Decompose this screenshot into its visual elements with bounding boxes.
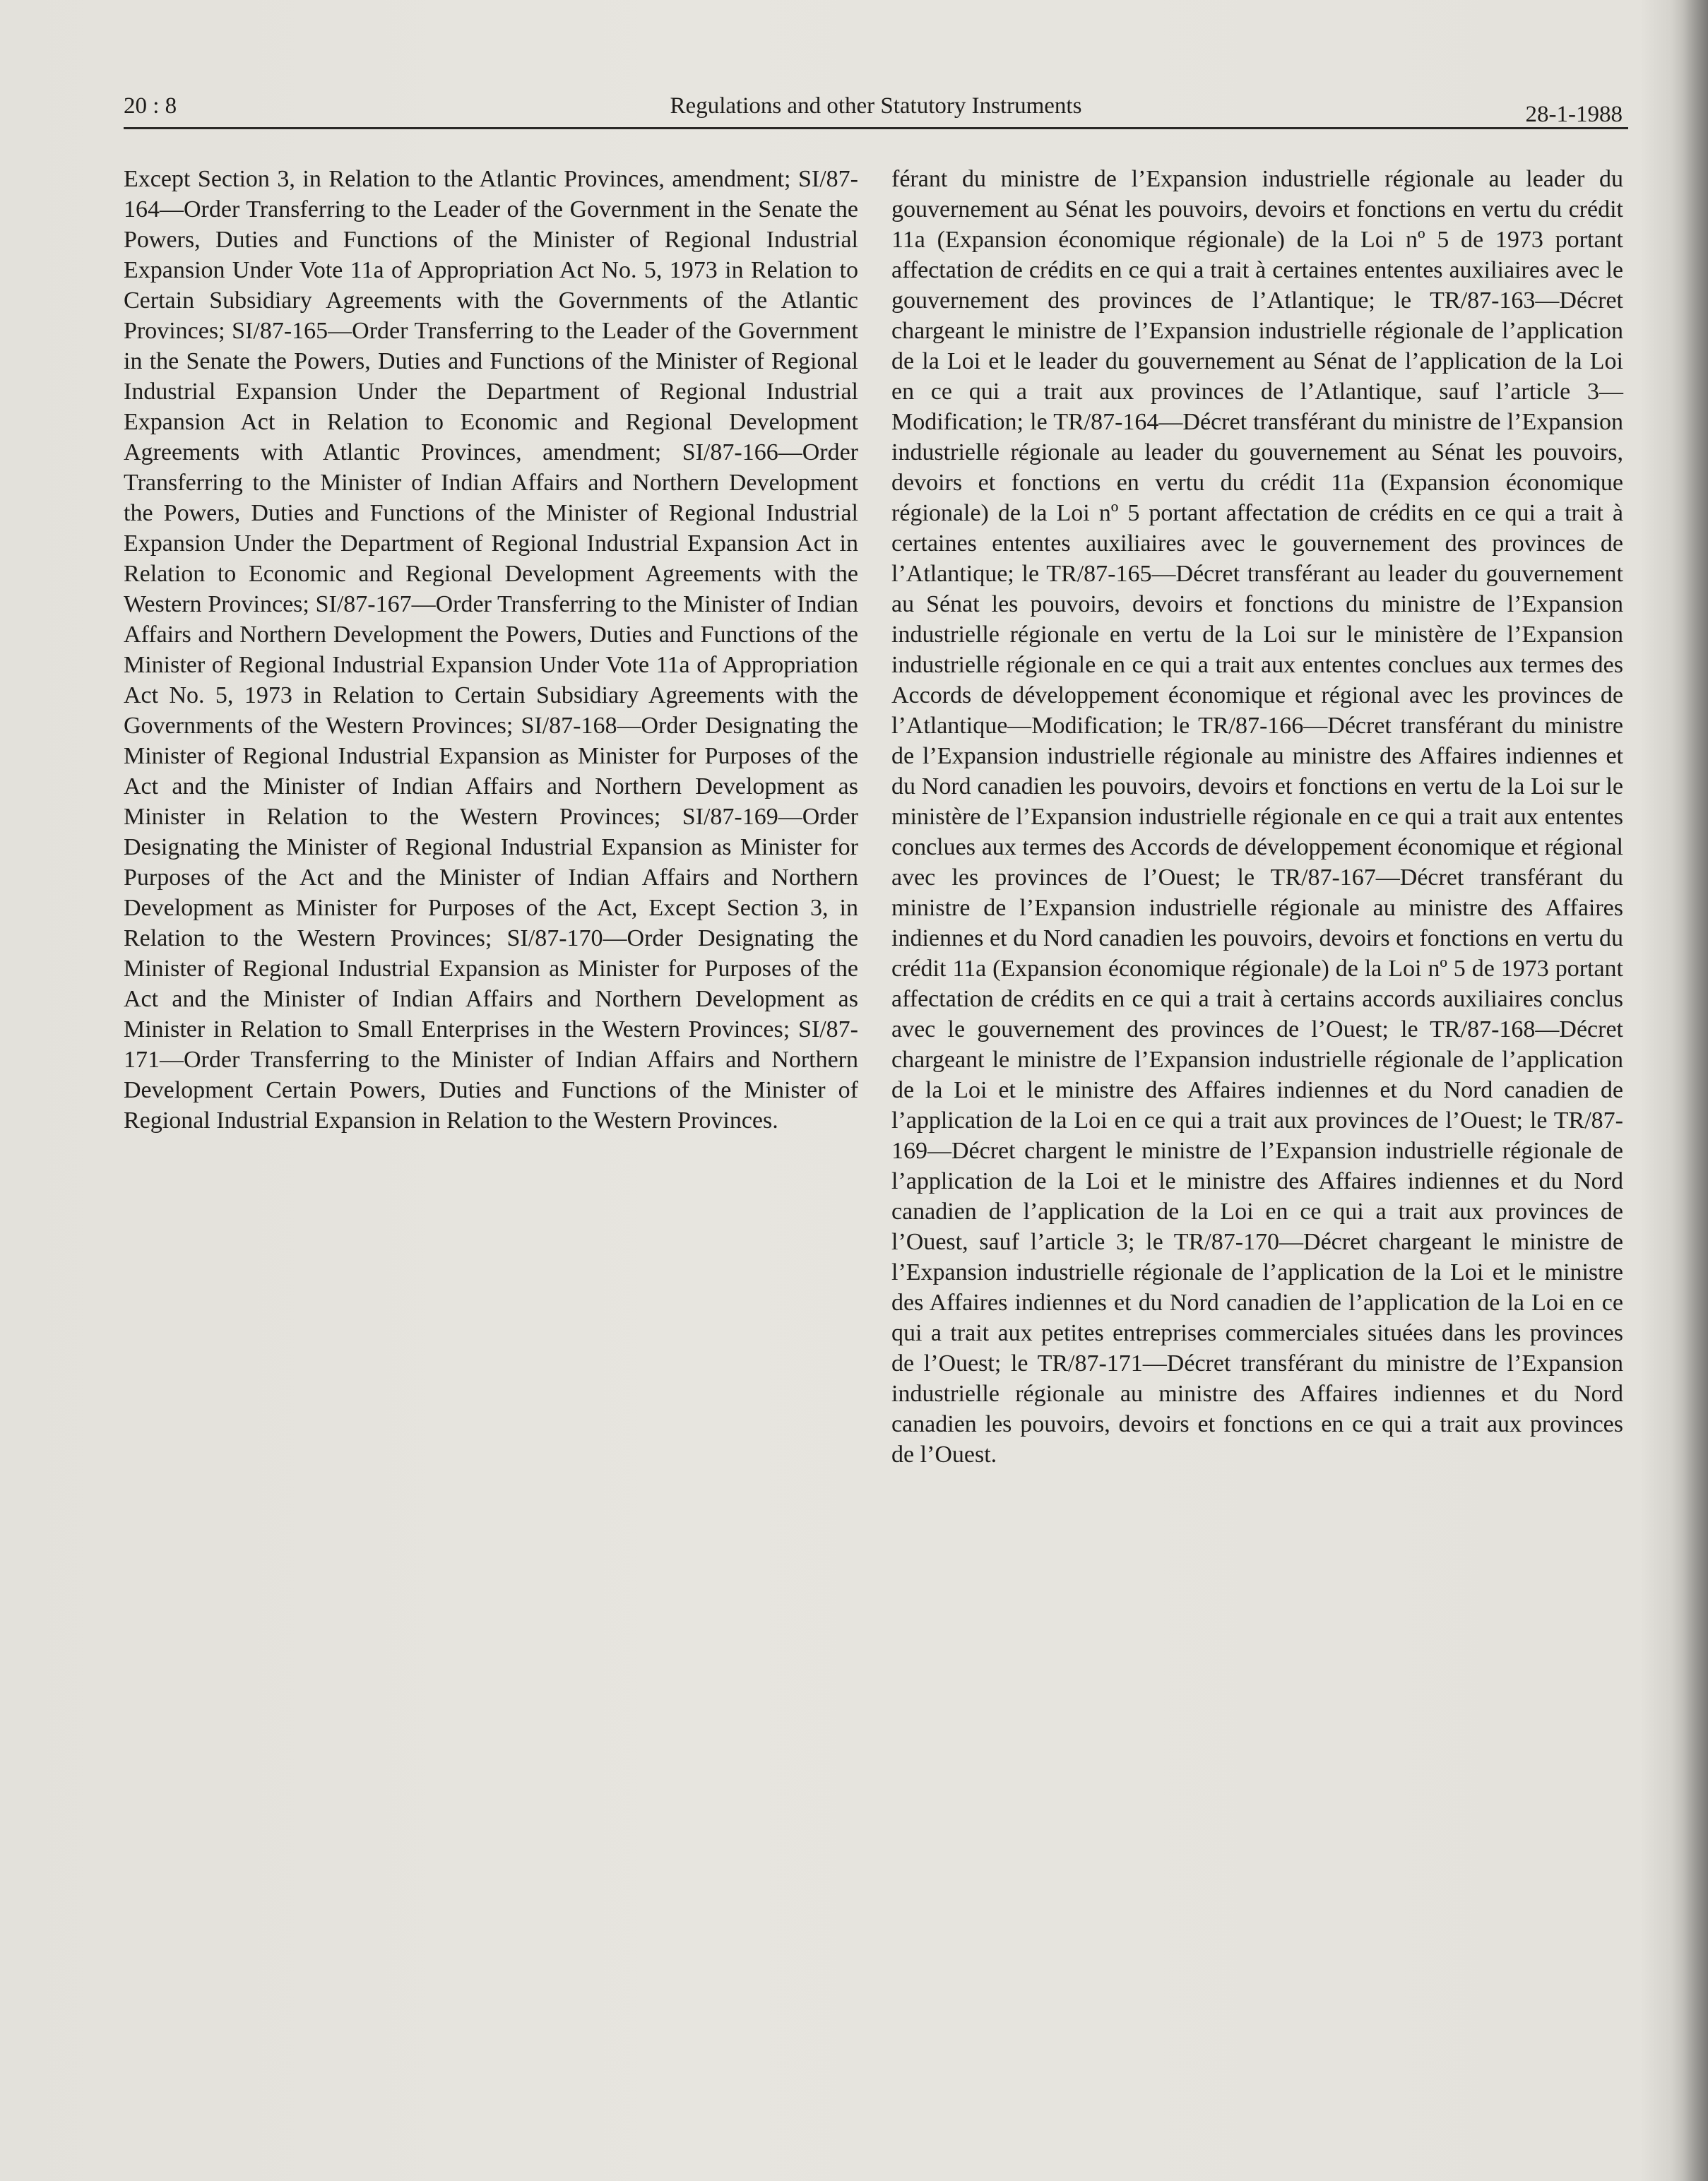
issue-date: 28-1-1988 <box>1525 102 1623 127</box>
english-column: Except Section 3, in Relation to the Atlantic Provinces, amendment; SI/87-164—Order Transferring to the Leader of the Government in the Senate the Powers, Duties and Functions of the Minister of Regional Industrial Expansion Under Vote 11a of Appropriation Act No. 5, 1973 in Relation to Certain Subsidiary Agreements with the Governments of the Atlantic Provinces; SI/87-165—Order Transferring to the Leader of the Government in the Senate the Powers, Duties and Functions of the Minister of Regional Industrial Expansion Under the Department of Regional Industrial Expansion Act in Relation to Economic and Regional Development Agreements with Atlantic Provinces, amendment; SI/87-166—Order Transferring to the Minister of Indian Affairs and Northern Development the Powers, Duties and Functions of the Minister of Regional Industrial Expansion Under the Department of Regional Industrial Expansion Act in Relation to Economic and Regional Development Agreements with the Western Provinces; SI/87-167—Order Transferring to the Minister of Indian Affairs and Northern Development the Powers, Duties and Functions of the Minister of Regional Industrial Expansion Under Vote 11a of Appropriation Act No. 5, 1973 in Relation to Certain Subsidiary Agreements with the Governments of the Western Provinces; SI/87-168—Order Designating the Minister of Regional Industrial Expansion as Minister for Purposes of the Act and the Minister of Indian Affairs and Northern Development as Minister in Relation to the Western Provinces; SI/87-169—Order Designating the Minister of Regional Industrial Expansion as Minister for Purposes of the Act and the Minister of Indian Affairs and Northern Development as Minister for Purposes of the Act, Except Section 3, in Relation to the Western Provinces; SI/87-170—Order Designating the Minister of Regional Industrial Expansion as Minister for Purposes of the Act and the Minister of Indian Affairs and Northern Development as Minister in Relation to Small Enterprises in the Western Provinces; SI/87-171—Order Transferring to the Minister of Indian Affairs and Northern Development Certain Powers, Duties and Functions of the Minister of Regional Industrial Expansion in Relation to the Western Provinces. <box>124 166 858 1134</box>
page-number: 20 : 8 <box>124 93 177 119</box>
page-header <box>124 90 1628 129</box>
french-column: férant du ministre de l’Expansion industrielle régionale au leader du gouvernement au Sénat les pouvoirs, devoirs et fonctions en vertu du crédit 11a (Expansion économique régionale) de la Loi nº 5 de 1973 portant affectation de crédits en ce qui a trait à certaines ententes auxiliaires avec le gouvernement des provinces de l’Atlantique; le TR/87-163—Décret chargeant le ministre de l’Expansion industrielle régionale de l’application de la Loi et le leader du gouvernement au Sénat de l’application de la Loi en ce qui a trait aux provinces de l’Atlantique, sauf l’article 3—Modification; le TR/87-164—Décret transférant du ministre de l’Expansion industrielle régionale au leader du gouvernement au Sénat les pouvoirs, devoirs et fonctions en vertu du crédit 11a (Expansion économique régionale) de la Loi nº 5 portant affectation de crédits en ce qui a trait à certaines ententes auxiliaires avec le gouvernement des provinces de l’Atlantique; le TR/87-165—Décret transférant au leader du gouvernement au Sénat les pouvoirs, devoirs et fonctions du ministre de l’Expansion industrielle régionale en vertu de la Loi sur le ministère de l’Expansion industrielle régionale en ce qui a trait aux ententes conclues aux termes des Accords de développement économique et régional avec les provinces de l’Atlantique—Modification; le TR/87-166—Décret transférant du ministre de l’Expansion industrielle régionale au ministre des Affaires indiennes et du Nord canadien les pouvoirs, devoirs et fonctions en vertu de la Loi sur le ministère de l’Expansion industrielle régionale en ce qui a trait aux ententes conclues aux termes des Accords de développement économique et régional avec les provinces de l’Ouest; le TR/87-167—Décret transférant du ministre de l’Expansion industrielle régionale au ministre des Affaires indiennes et du Nord canadien les pouvoirs, devoirs et fonctions en vertu du crédit 11a (Expansion économique régionale) de la Loi nº 5 de 1973 portant affectation de crédits en ce qui a trait à certains accords auxiliaires conclus avec le gouvernement des provinces de l’Ouest; le TR/87-168—Décret chargeant le ministre de l’Expansion industrielle régionale de l’application de la Loi et le ministre des Affaires indiennes et du Nord canadien de l’application de la Loi en ce qui a trait aux provinces de l’Ouest; le TR/87-169—Décret chargent le ministre de l’Expansion industrielle régionale de l’application de la Loi et le ministre des Affaires indiennes et du Nord canadien de l’application de la Loi en ce qui a trait aux provinces de l’Ouest, sauf l’article 3; le TR/87-170—Décret chargeant le ministre de l’Expansion industrielle régionale de l’application de la Loi et le ministre des Affaires indiennes et du Nord canadien de l’application de la Loi en ce qui a trait aux petites entreprises commerciales situées dans les provinces de l’Ouest; le TR/87-171—Décret transférant du ministre de l’Expansion industrielle régionale au ministre des Affaires indiennes et du Nord canadien les pouvoirs, devoirs et fonctions en ce qui a trait aux provinces de l’Ouest. <box>891 166 1623 1468</box>
page-binding-shadow <box>1671 0 1708 2181</box>
publication-title: Regulations and other Statutory Instruments <box>670 93 1082 119</box>
